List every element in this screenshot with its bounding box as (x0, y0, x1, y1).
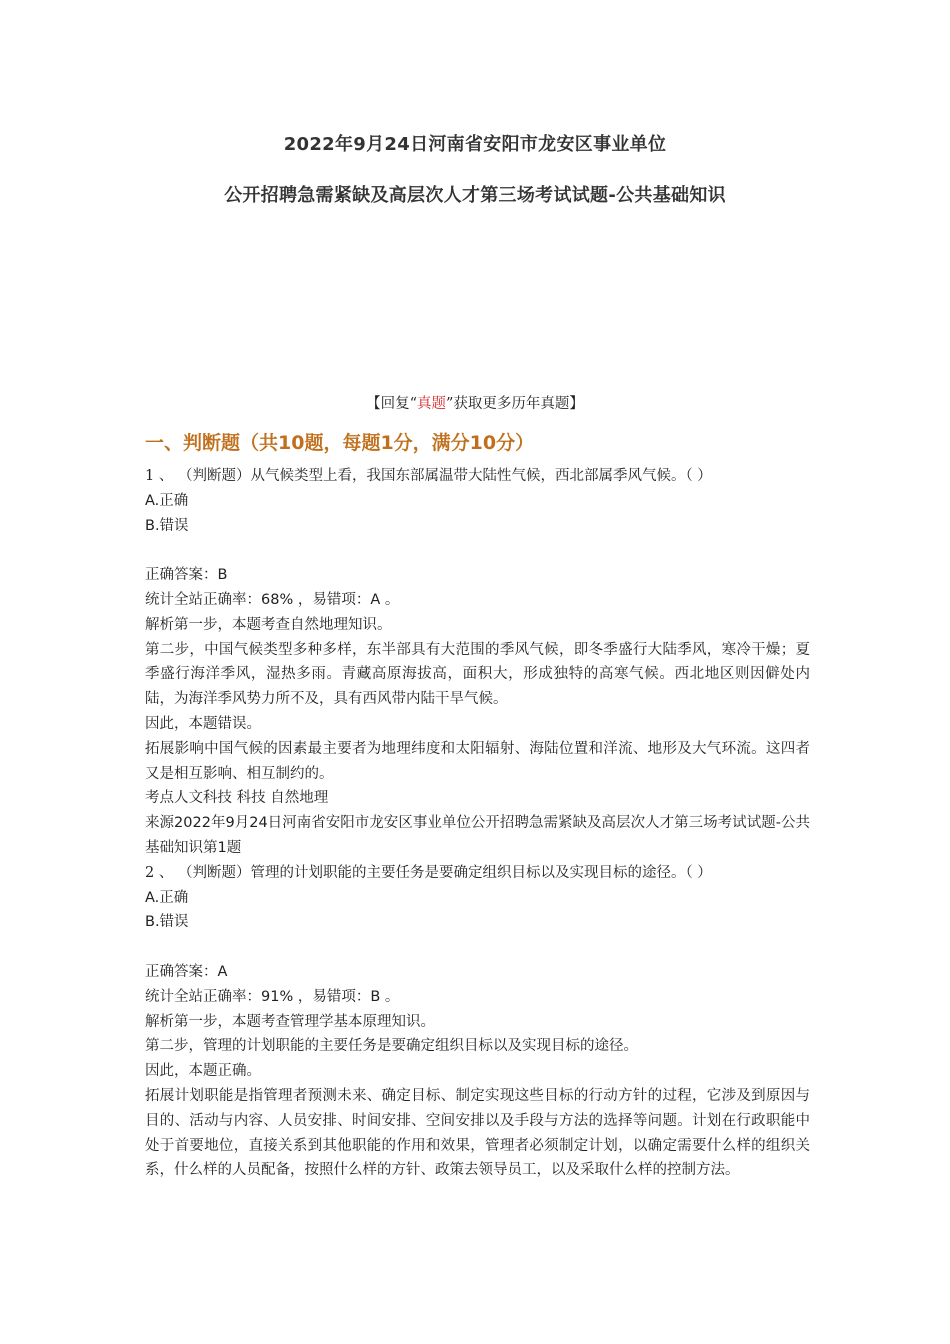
document-title-line-1: 2022年9月24日河南省安阳市龙安区事业单位 (283, 134, 667, 155)
reply-banner (0, 392, 950, 413)
spacer (145, 538, 810, 563)
question-2-conclusion: 因此，本题正确。 (145, 1063, 261, 1080)
question-1-text: 1 、 （判断题）从气候类型上看，我国东部属温带大陆性气候，西北部属季风气候。（ ） (145, 468, 712, 484)
question-1-option-b: B.错误 (145, 517, 189, 534)
question-1-conclusion: 因此，本题错误。 (145, 715, 261, 732)
question-2-extension: 拓展计划职能是指管理者预测未来、确定目标、制定实现这些目标的行动方针的过程，它涉及到原因与目的、活动与内容、人员安排、时间安排、空间安排以及手段与方法的选择等问题。计划在行政职能中处于首要地位，直接关系到其他职能的作用和效果，管理者必须制定计划，以确定需要什么样的组织关系，什么样的人员配备，按照什么样的方针、政策去领导员工，以及采取什么样的控制方法。 (145, 1087, 810, 1179)
question-2-stats: 统计全站正确率：91% ，易错项：B 。 (145, 988, 400, 1005)
question-2-answer: 正确答案：A (145, 963, 228, 980)
questions-content (145, 464, 810, 1183)
question-1-extension: 拓展影响中国气候的因素最主要者为地理纬度和太阳辐射、海陆位置和洋流、地形及大气环流。这四者又是相互影响、相互制约的。 (145, 740, 810, 782)
question-2-text: 2 、 （判断题）管理的计划职能的主要任务是要确定组织目标以及实现目标的途径。（ ） (145, 864, 712, 881)
question-2-analysis-step1: 解析第一步，本题考查管理学基本原理知识。 (145, 1013, 435, 1030)
question-1-analysis-step1: 解析第一步，本题考查自然地理知识。 (145, 616, 392, 633)
spacer (145, 935, 810, 960)
reply-prefix: 【回复“ (366, 396, 417, 412)
section-heading: 一、判断题（共10题，每题1分，满分10分） (145, 432, 535, 454)
question-2-option-a: A.正确 (145, 889, 189, 906)
reply-suffix: ”获取更多历年真题】 (446, 396, 584, 412)
question-1-analysis-step2: 第二步，中国气候类型多种多样，东半部具有大范围的季风气候，即冬季盛行大陆季风，寒冷干燥；夏季盛行海洋季风，湿热多雨。青藏高原海拔高，面积大，形成独特的高寒气候。西北地区则因僻处内陆，为海洋季风势力所不及，具有西风带内陆干旱气候。 (145, 641, 810, 708)
question-1-keypoint: 考点人文科技 科技 自然地理 (145, 790, 329, 807)
document-title-line-2: 公开招聘急需紧缺及高层次人才第三场考试试题-公共基础知识 (224, 185, 726, 206)
question-1-answer: 正确答案：B (145, 567, 228, 584)
question-1-option-a: A.正确 (145, 492, 189, 509)
question-2-option-b: B.错误 (145, 914, 189, 931)
question-1-source: 来源2022年9月24日河南省安阳市龙安区事业单位公开招聘急需紧缺及高层次人才第三场考试试题-公共基础知识第1题 (145, 815, 810, 856)
reply-keyword: 真题 (417, 396, 446, 412)
question-2-analysis-step2: 第二步，管理的计划职能的主要任务是要确定组织目标以及实现目标的途径。 (145, 1038, 638, 1055)
question-1-stats: 统计全站正确率：68% ，易错项：A 。 (145, 591, 400, 608)
